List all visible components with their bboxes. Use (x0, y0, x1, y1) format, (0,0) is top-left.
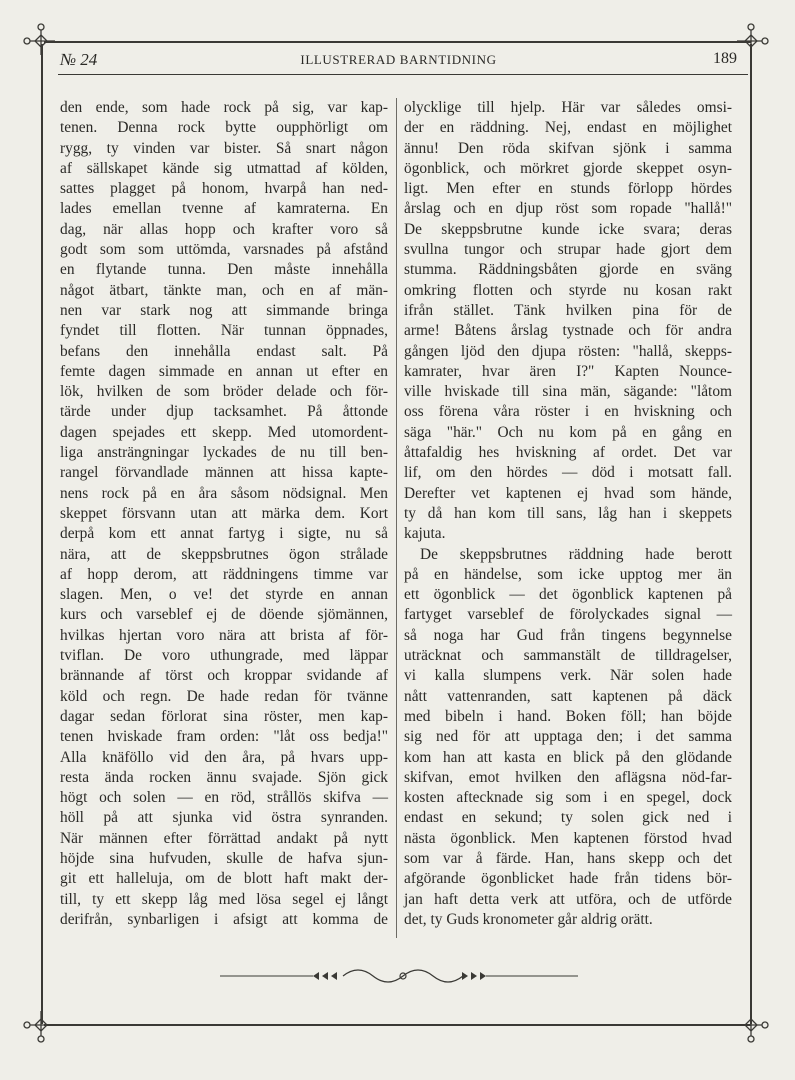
text-line: liga ansträngningar lyckades de nu till ben- (60, 444, 388, 462)
text-line: som var å färde. Han, hans skepp och det (404, 849, 732, 867)
text-line: ty då han kom till sans, låg han i skeppets (404, 504, 732, 522)
text-line: Alla knäföllo vid den åra, på hvars upp- (60, 748, 388, 766)
text-line: befans den innehålla endast salt. På (60, 342, 388, 360)
text-line: femte dagen simmade en annan ut efter en (60, 362, 388, 380)
publication-title: ILLUSTRERAD BARNTIDNING (300, 52, 497, 67)
text-line: Derefter vet kaptenen ej hvad som hände, (404, 484, 732, 502)
frame-left-rule (41, 44, 43, 1024)
text-line: rangel förvandlade männen att hissa kapte- (60, 464, 388, 482)
text-line: en flytande tunna. Den måste innehålla (60, 261, 388, 279)
text-line: der en räddning. Nej, endast en möjlighet (404, 119, 732, 137)
text-line: den ende, som hade rock på sig, var kap- (60, 99, 388, 116)
text-line: ännu! Den röda skifvan sjönk i samma (404, 139, 732, 157)
text-line: kajuta. (404, 525, 446, 543)
text-line: ifrån stället. Tänk hvilken pina för de (404, 301, 732, 319)
corner-ornament-top-right-icon (733, 23, 769, 59)
text-line: jan haft detta verk att utföra, och de utförde (404, 890, 732, 908)
text-line: stumma. Räddningsbåten gjorde en sväng (404, 261, 732, 279)
text-line: rygg, ty vinden var bister. Så snart någon (60, 139, 388, 157)
text-line: ville hviskade till sina män, sägande: "låtom (404, 383, 732, 401)
text-line: till, ty ett skepp låg med lösa segel ej långt (60, 890, 388, 908)
text-line: kom han att kasta en blick på den glödande (404, 748, 732, 766)
text-line: köld och regn. De hade redan för tvänne (60, 687, 388, 705)
frame-bottom-rule (44, 1024, 751, 1026)
text-line: gången ljöd den djupa rösten: "hallå, skepps- (404, 342, 732, 360)
text-line: nått vattenranden, satt kaptenen på däck (404, 687, 732, 705)
text-line: lök, hvilken de som bröder delade och för- (60, 383, 388, 401)
text-line: åttafaldig hes hviskning af ordet. Det var (404, 444, 732, 462)
page-number: 189 (713, 50, 737, 67)
text-line: olycklige till hjelp. Här var således omsi- (404, 99, 732, 116)
text-line: fartyget varseblef de förolyckades signal — (404, 606, 732, 624)
text-line: lades emellan tvenne af kamraterna. En (60, 200, 388, 218)
text-line: afgörande ögonblicket hade från tidens bör- (404, 870, 732, 888)
text-line: När männen efter förrättad andakt på nytt (60, 829, 388, 847)
text-column-left (60, 98, 388, 930)
text-line: derifrån, synbarligen i afsigt att komma de (60, 910, 388, 928)
text-line: lif, om den hördes — död i motsatt fall. (404, 464, 732, 482)
corner-ornament-bottom-left-icon (23, 1007, 59, 1043)
text-line: svullna tungor och strupar hade gjort dem (404, 241, 732, 259)
running-header (60, 50, 737, 70)
text-line: höll på att sjunka vid östra synranden. (60, 809, 388, 827)
text-line: ögonblick, och mörkret gjorde skeppet osyn- (404, 159, 732, 177)
text-line: endast en sekund; ty solen gick ned i (404, 809, 732, 827)
text-line: godt som som uttömda, varsnades på afstånd (60, 241, 388, 259)
text-line: sattes plagget på honom, hvarpå han ned- (60, 180, 388, 198)
end-ornament-icon (218, 968, 580, 984)
frame-right-rule (750, 44, 752, 1024)
text-line: vi kalla slumpens verk. När solen hade (404, 667, 732, 685)
text-line: högt och solen — en röd, strållös skifva — (60, 789, 388, 807)
column-divider (396, 98, 397, 938)
text-line: nen var stark nog att simmande bringa (60, 301, 388, 319)
text-line: fyndet till flotten. När tunnan öppnades, (60, 322, 388, 340)
text-line: dag, när allas hopp och krafter voro så (60, 220, 388, 238)
text-line: säga "här." Och nu kom på en gång en (404, 423, 732, 441)
text-line: af hopp derom, att räddningens timme var (60, 565, 388, 583)
text-line: kosten aftecknade sig som i en spegel, dock (404, 789, 732, 807)
text-line: ett ögonblick — det ögonblick kaptenen på (404, 586, 732, 604)
text-line: tärde under djup tacksamhet. På åttonde (60, 403, 388, 421)
text-line: hvilkas hjertan voro nära att brista af för- (60, 626, 388, 644)
text-line: ligt. Men efter en stunds förlopp hördes (404, 180, 732, 198)
issue-number: № 24 (60, 50, 98, 69)
text-line: så noga har Gud från tingens begynnelse (404, 626, 732, 644)
text-line: dagen spejades ett skepp. Med utomordent- (60, 423, 388, 441)
text-line: slagen. Men, o ve! det styrde en annan (60, 586, 388, 604)
text-line: skifvan, emot hvilken den aflägsna nöd-far- (404, 768, 732, 786)
text-line: något ätbart, tänkte man, och en af män- (60, 281, 388, 299)
text-line: arme! Båtens årslag tystnade och för andra (404, 322, 732, 340)
text-line: De skeppsbrutnes räddning hade berott (420, 545, 732, 563)
text-line: kurs och varseblef ej de döende sjömännen, (60, 606, 388, 624)
text-line: skeppet försvann utan att märka dem. Kort (60, 504, 388, 522)
text-line: årslag och en djup röst som ropade "hallå!" (404, 200, 732, 218)
header-underline (58, 74, 748, 75)
text-line: resta ända rocken ännu svajade. Sjön gick (60, 768, 388, 786)
text-line: nära, att de skeppsbrutnes ögon strålade (60, 545, 388, 563)
text-line: med bibeln i hand. Boken föll; han böjde (404, 707, 732, 725)
text-line: De skeppsbrutne kunde icke svara; deras (404, 220, 732, 238)
text-line: tenen. Denna rock bytte oupphörligt om (60, 119, 388, 137)
text-line: uträcknat och sammanstält de tilldragelser, (404, 647, 732, 665)
text-line: omkring flotten och styrde nu kosan rakt (404, 281, 732, 299)
text-line: oss förena våra röster i en hviskning och (404, 403, 732, 421)
text-line: git ett halleluja, om de blott haft makt der- (60, 870, 388, 888)
corner-ornament-top-left-icon (23, 23, 59, 59)
text-line: nens rock på en åra såsom nödsignal. Men (60, 484, 388, 502)
text-line: på en händelse, som icke upptog mer än (404, 565, 732, 583)
text-line: tviflan. De voro uthungrade, med läppar (60, 647, 388, 665)
text-line: höjde sina hufvuden, skulle de hafva sjun- (60, 849, 388, 867)
text-line: tenen hviskade fram orden: "låt oss bedja!" (60, 728, 388, 746)
text-line: sig ned för att upptaga den; i det samma (404, 728, 732, 746)
text-column-right (404, 98, 732, 930)
text-line: det, ty Guds kronometer går aldrig orätt. (404, 910, 653, 928)
frame-top-rule (44, 41, 751, 43)
text-line: af sällskapet kände sig utmattad af kölden, (60, 159, 388, 177)
corner-ornament-bottom-right-icon (733, 1007, 769, 1043)
text-line: dagar sedan förlorat sina röster, men kap- (60, 707, 388, 725)
text-line: derpå kom ett annat fartyg i sigte, nu så (60, 525, 388, 543)
text-line: nästa ögonblick. Men kaptenen förstod hvad (404, 829, 732, 847)
text-line: brännande af törst och kroppar svidande af (60, 667, 388, 685)
text-line: kamrater, hvar ären I?" Kapten Nounce- (404, 362, 732, 380)
